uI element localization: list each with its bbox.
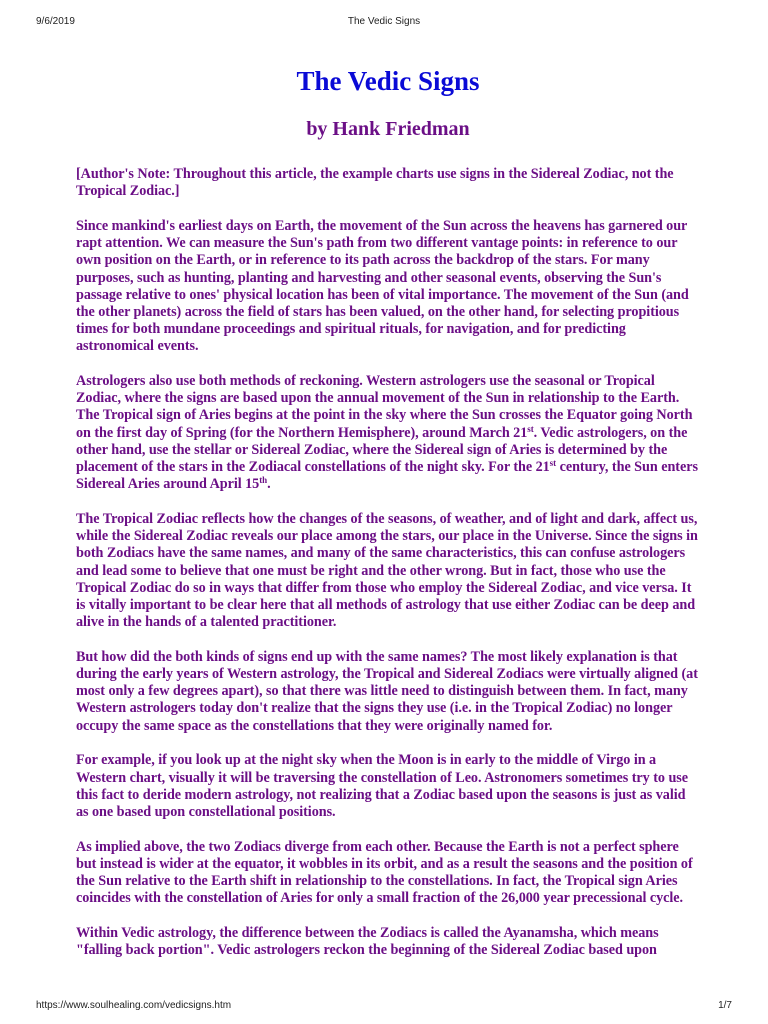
paragraph-2 bbox=[76, 373, 700, 493]
ordinal-suffix: st bbox=[527, 423, 534, 434]
paragraph-1: Since mankind's earliest days on Earth, the movement of the Sun across the heavens has garnered our rapt attention. We can measure the Sun's path from two different vantage points: in reference to our own position on the Earth, or in reference to its path across the backdrop of the stars. For many purposes, such as hunting, planting and harvesting and other seasonal events, observing the Sun's passage relative to ones' physical location has been of vital importance. The movement of the Sun (and the other planets) across the field of stars has been valued, on the other hand, for selecting propitious times for both mundane proceedings and spiritual rituals, for navigation, and for predicting astronomical events. bbox=[76, 217, 689, 355]
page-url[interactable]: https://www.soulhealing.com/vedicsigns.htm bbox=[36, 1000, 232, 1011]
paragraph-5: For example, if you look up at the night sky when the Moon is in early to the middle of Virgo in a Western chart, visually it will be traversing the constellation of Leo. Astronomers sometimes try to use this fact to deride modern astrology, not realizing that a Zodiac based upon the seasons is just as valid as one based upon constellational positions. bbox=[76, 752, 688, 820]
print-date: 9/6/2019 bbox=[36, 16, 75, 27]
paragraph-2-text-a: Astrologers also use both methods of reckoning. Western astrologers use the seasonal or Tropical Zodiac, where the signs are based upon the annual movement of the Sun in relationship to the Earth. The Tropical sign of Aries begins at the point in the sky where the Sun crosses the Equator going North on the first day of Spring (for the Northern Hemisphere), around March 21 bbox=[76, 373, 693, 441]
print-footer bbox=[36, 1000, 732, 1014]
paragraph-3: The Tropical Zodiac reflects how the changes of the seasons, of weather, and of light and dark, affect us, while the Sidereal Zodiac reveals our place among the stars, our place in the Universe. Since the signs in both Zodiacs have the same names, and many of the same characteristics, this can confuse astrologers and lead some to believe that one must be right and the other wrong. But in fact, those who use the Tropical Zodiac do so in ways that differ from those who employ the Sidereal Zodiac, and vice versa. It is vitally important to be clear here that all methods of astrology that use either Zodiac can be deep and alive in the hands of a talented practitioner. bbox=[76, 510, 698, 631]
ordinal-suffix: st bbox=[549, 458, 557, 469]
article-content bbox=[76, 64, 700, 959]
article-byline: by Hank Friedman bbox=[306, 118, 470, 140]
ordinal-suffix: th bbox=[259, 475, 268, 486]
paragraph-2-text-d: . bbox=[267, 476, 271, 493]
paragraph-2-text-b: . Vedic astrologers, on the other hand, use the stellar or Sidereal Zodiac, where the Sidereal sign of Aries is determined by the placement of the stars in the Zodiacal constellations of the night sky. For the 21 bbox=[76, 424, 688, 476]
article-title: The Vedic Signs bbox=[296, 66, 480, 96]
author-note: [Author's Note: Throughout this article, the example charts use signs in the Sidereal Zodiac, not the Tropical Zodiac.] bbox=[76, 166, 674, 200]
paragraph-7: Within Vedic astrology, the difference between the Zodiacs is called the Ayanamsha, which means "falling back portion". Vedic astrologers reckon the beginning of the Sidereal Zodiac based upon bbox=[76, 925, 659, 959]
paragraph-2-text-c: century, the Sun enters Sidereal Aries around April 15 bbox=[76, 459, 698, 493]
paragraph-4: But how did the both kinds of signs end up with the same names? The most likely explanation is that during the early years of Western astrology, the Tropical and Sidereal Zodiacs were virtually aligned (at most only a few degrees apart), so that there was little need to distinguish between them. In fact, many Western astrologers today don't realize that the signs they use (i.e. in the Tropical Zodiac) no longer occupy the same space as the constellations that they were originally named for. bbox=[76, 648, 698, 734]
page-number: 1/7 bbox=[718, 1000, 732, 1011]
paragraph-6: As implied above, the two Zodiacs diverge from each other. Because the Earth is not a perfect sphere but instead is wider at the equator, it wobbles in its orbit, and as a result the seasons and the position of the Sun relative to the Earth shift in relationship to the constellations. In fact, the Tropical sign Aries coincides with the constellation of Aries for only a small fraction of the 26,000 year precessional cycle. bbox=[76, 838, 693, 907]
print-header bbox=[36, 16, 732, 30]
print-page-title: The Vedic Signs bbox=[347, 16, 421, 27]
